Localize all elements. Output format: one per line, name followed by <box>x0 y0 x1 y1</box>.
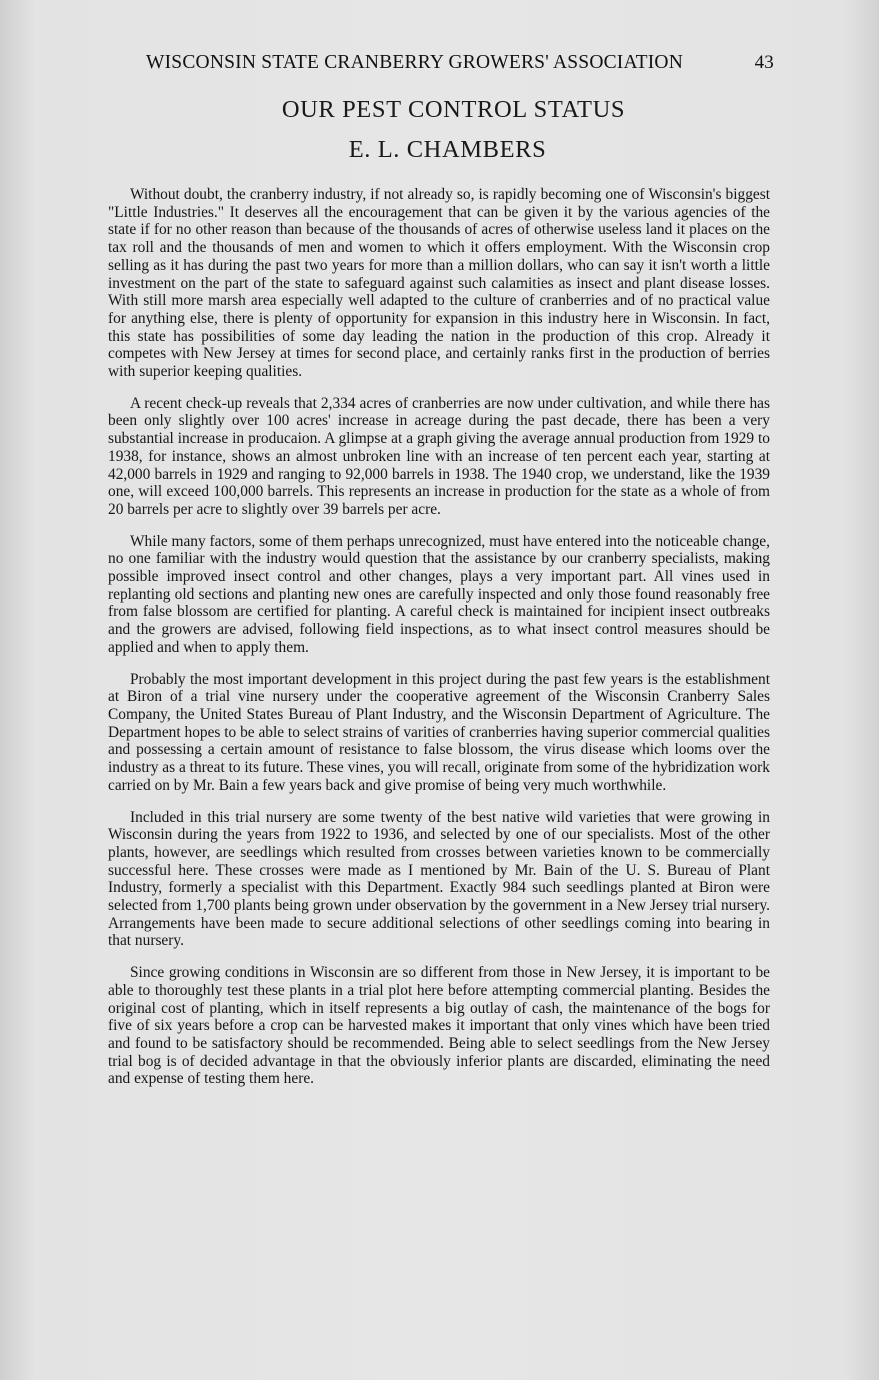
paragraph-1: Without doubt, the cranberry industry, if not already so, is rapidly becoming one of Wisconsin's biggest "Little Industries." It deserves all the encouragement that can be given it by the various agencies of the state if for no other reason than because of the thousands of acres of otherwise useless land it places on the tax roll and the thousands of men and women to which it offers employment. With the Wisconsin crop selling as it has during the past two years for more than a million dollars, who can say it isn't worth a little investment on the part of the state to safeguard against such calamities as insect and plant disease losses. With still more marsh area especially well adapted to the culture of cranberries and of no practical value for anything else, there is plenty of opportunity for expansion in this industry here in Wisconsin. In fact, this state has possibilities of some day leading the nation in the production of this crop. Already it competes with New Jersey at times for second place, and certainly ranks first in the production of berries with superior keeping qualities. <box>108 186 770 381</box>
running-title: WISCONSIN STATE CRANBERRY GROWERS' ASSOCIATION <box>146 52 683 73</box>
article-title: OUR PEST CONTROL STATUS <box>281 96 626 123</box>
paragraph-2: A recent check-up reveals that 2,334 acres of cranberries are now under cultivation, and while there has been only slightly over 100 acres' increase in acreage during the past decade, there has been a very substantial increase in producaion. A glimpse at a graph giving the average annual production from 1929 to 1938, for instance, shows an almost unbroken line with an increase of ten percent each year, starting at 42,000 barrels in 1929 and ranging to 92,000 barrels in 1938. The 1940 crop, we understand, like the 1939 one, will exceed 100,000 barrels. This represents an increase in production for the state as a whole of from 20 barrels per acre to slightly over 39 barrels per acre. <box>108 394 770 518</box>
article-body <box>108 186 770 1102</box>
article-author: E. L. CHAMBERS <box>348 136 547 163</box>
page-number: 43 <box>754 52 774 73</box>
paragraph-4: Probably the most important development in this project during the past few years is the establishment at Biron of a trial vine nursery under the cooperative agreement of the Wisconsin Cranberry Sales Company, the United States Bureau of Plant Industry, and the Wisconsin Department of Agriculture. The Department hopes to be able to select strains of varities of cranberries having superior commercial qualities and possessing a certain amount of resistance to false blossom, the virus disease which looms over the industry as a threat to its future. These vines, you will recall, originate from some of the hybridization work carried on by Mr. Bain a few years back and give promise of being very much worthwhile. <box>108 670 770 794</box>
paragraph-3: While many factors, some of them perhaps unrecognized, must have entered into the noticeable change, no one familiar with the industry would question that the assistance by our cranberry specialists, making possible improved insect control and other changes, plays a very important part. All vines used in replanting old sections and planting new ones are carefully inspected and only those found reasonably free from false blossom are certified for planting. A careful check is maintained for incipient insect outbreaks and the growers are advised, following field inspections, as to what insect control measures should be applied and when to apply them. <box>108 532 770 656</box>
running-header <box>146 52 774 74</box>
paragraph-6: Since growing conditions in Wisconsin are so different from those in New Jersey, it is important to be able to thoroughly test these plants in a trial plot here before attempting commercial planting. Besides the original cost of planting, which in itself represents a big outlay of cash, the maintenance of the bogs for five of six years before a crop can be harvested makes it important that only vines which have been tried and found to be satisfactory should be recommended. Being able to select seedlings from the New Jersey trial bog is of decided advantage in that the obviously inferior plants are discarded, eliminating the need and expense of testing them here. <box>108 964 770 1088</box>
paragraph-5: Included in this trial nursery are some twenty of the best native wild varieties that were growing in Wisconsin during the years from 1922 to 1936, and selected by one of our specialists. Most of the other plants, however, are seedlings which resulted from crosses between varieties known to be commercially successful here. These crosses were made as I mentioned by Mr. Bain of the U. S. Bureau of Plant Industry, formerly a specialist with this Department. Exactly 984 such seedlings planted at Biron were selected from 1,700 plants being grown under observation by the government in a New Jersey trial nursery. Arrangements have been made to secure additional selections of other seedlings coming into bearing in that nursery. <box>108 808 770 950</box>
